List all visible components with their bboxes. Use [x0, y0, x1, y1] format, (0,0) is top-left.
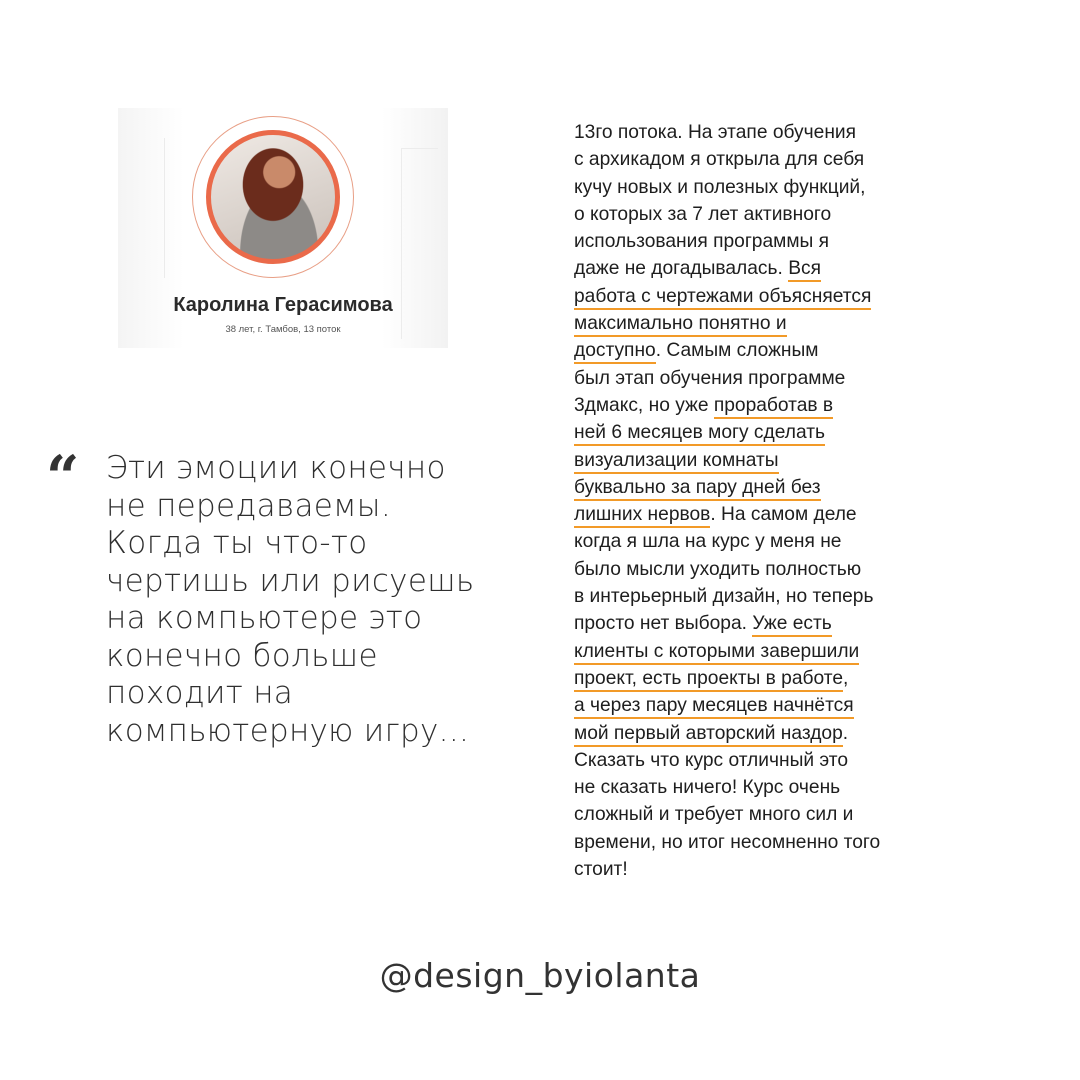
review-line [574, 665, 974, 692]
card-decoration [124, 138, 165, 278]
review-line [574, 856, 974, 883]
review-line [574, 556, 974, 583]
review-line [574, 310, 974, 337]
highlighted-text: мой первый авторский наздор [574, 723, 843, 747]
avatar [206, 130, 340, 264]
highlighted-text: проект, есть проекты в работе [574, 668, 843, 692]
review-line [574, 638, 974, 665]
highlighted-text: а через пару месяцев начнётся [574, 695, 854, 719]
review-text-segment: . Самым сложным [655, 340, 819, 362]
review-text-segment: не сказать ничего! Курс очень [574, 777, 841, 799]
highlighted-text: ней 6 месяцев могу сделать [574, 422, 825, 446]
review-line [574, 583, 974, 610]
review-text-segment: кучу новых и полезных функций, [574, 176, 866, 198]
highlighted-text: визуализации комнаты [574, 450, 779, 474]
review-line [574, 174, 974, 201]
highlighted-text: лишних нервов [574, 504, 710, 528]
review-line [574, 747, 974, 774]
review-line [574, 720, 974, 747]
highlighted-text: буквально за пару дней без [574, 477, 821, 501]
review-text-segment: стоит! [574, 859, 628, 881]
profile-card [118, 108, 448, 348]
highlighted-text: работа с чертежами объясняется [574, 286, 871, 310]
review-text-segment: , [843, 667, 849, 689]
review-line [574, 474, 974, 501]
review-text-segment: было мысли уходить полностью [574, 558, 862, 580]
profile-name: Каролина Герасимова [173, 294, 393, 316]
review-line [574, 829, 974, 856]
testimonial-quote [106, 450, 536, 750]
review-line [574, 228, 974, 255]
review-line [574, 283, 974, 310]
review-line [574, 528, 974, 555]
review-text-segment: 13го потока. На этапе обучения [574, 122, 857, 143]
review-text-segment: . [842, 722, 849, 744]
quote-mark-icon: “ [46, 443, 80, 511]
review-text [574, 119, 974, 883]
review-line [574, 801, 974, 828]
review-text-segment: Сказать что курс отличный это [574, 749, 849, 771]
review-line [574, 501, 974, 528]
quote-line: на компьютере это [106, 600, 423, 636]
quote-line: походит на [106, 675, 294, 711]
highlighted-text: клиенты с которыми завершили [574, 641, 859, 665]
review-text-segment: когда я шла на курс у меня не [574, 531, 842, 553]
highlighted-text: Уже есть [752, 613, 831, 637]
review-line [574, 337, 974, 364]
author-handle: @design_byiolanta [379, 956, 701, 995]
review-line [574, 392, 974, 419]
review-line [574, 419, 974, 446]
review-line [574, 119, 974, 146]
review-line [574, 692, 974, 719]
review-line [574, 774, 974, 801]
profile-subtitle: 38 лет, г. Тамбов, 13 поток [225, 324, 341, 335]
review-line [574, 610, 974, 637]
review-text-segment: времени, но итог несомненно того [574, 831, 881, 853]
quote-line: Когда ты что-то [106, 525, 368, 561]
review-text-segment: с архикадом я открыла для себя [574, 149, 865, 171]
review-text-segment: даже не догадывалась. [574, 258, 789, 280]
review-text-segment: сложный и требует много сил и [574, 804, 854, 826]
review-line [574, 447, 974, 474]
highlighted-text: проработав в [714, 395, 833, 419]
review-text-segment: в интерьерный дизайн, но теперь [574, 586, 874, 608]
review-line [574, 201, 974, 228]
highlighted-text: доступно [574, 340, 656, 364]
review-text-segment: 3дмакс, но уже [574, 394, 714, 416]
quote-line: не передаваемы. [106, 487, 391, 524]
review-text-segment: о которых за 7 лет активного [574, 203, 832, 225]
quote-line: конечно больше [106, 637, 378, 674]
review-line [574, 365, 974, 392]
review-text-segment: просто нет выбора. [574, 613, 753, 635]
quote-line: компьютерную игру... [106, 712, 470, 749]
highlighted-text: максимально понятно и [574, 313, 787, 337]
review-line [574, 146, 974, 173]
review-text-segment: был этап обучения программе [574, 367, 846, 389]
quote-line: чертишь или рисуешь [106, 562, 475, 599]
quote-line: Эти эмоции конечно [106, 450, 446, 486]
review-line [574, 255, 974, 282]
review-text-segment: . На самом деле [710, 504, 857, 526]
review-text-segment: использования программы я [574, 231, 830, 253]
highlighted-text: Вся [788, 258, 821, 282]
